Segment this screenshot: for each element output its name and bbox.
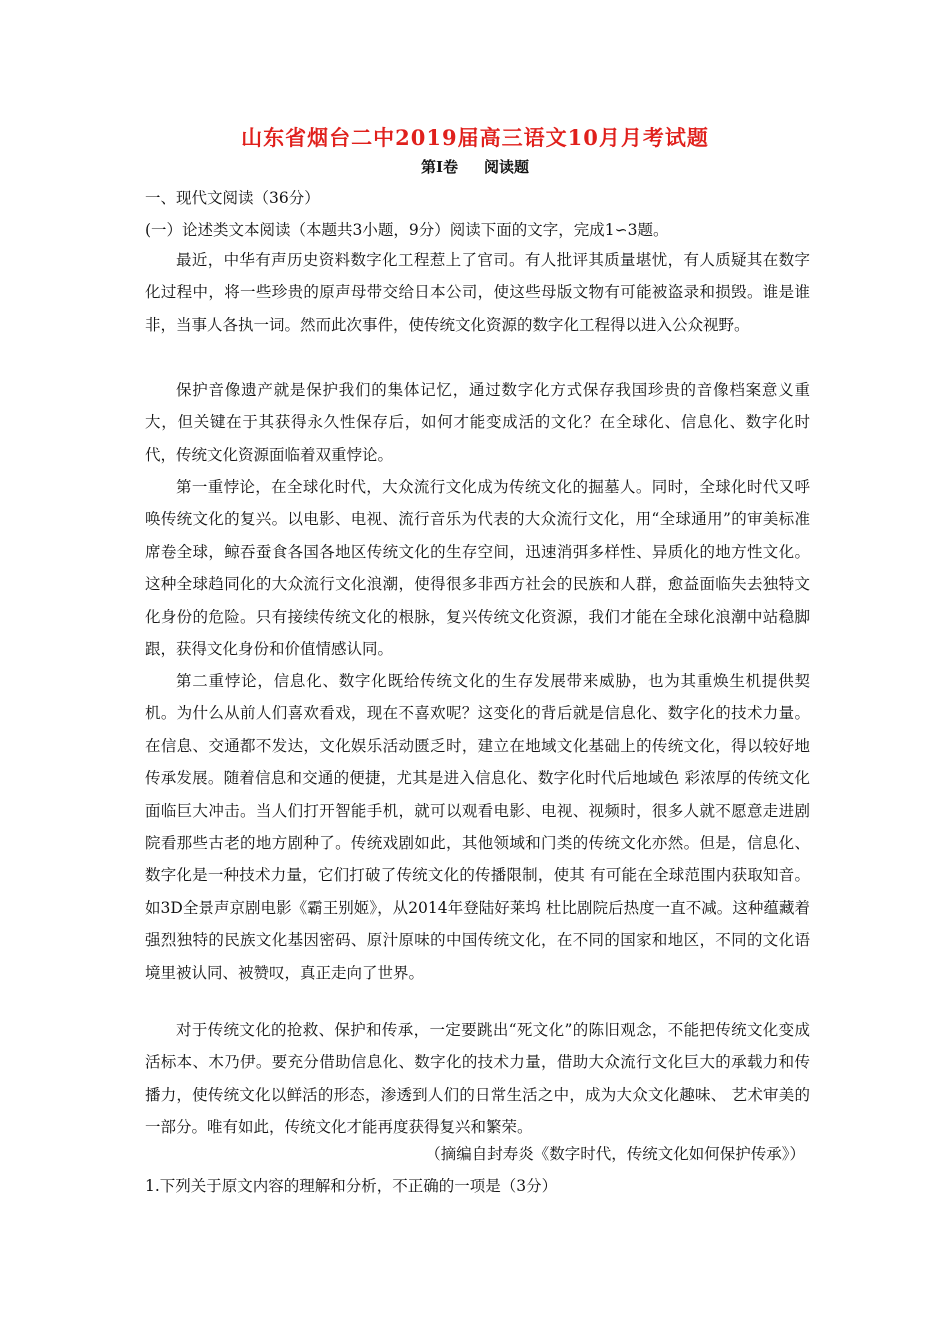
page-title: 山东省烟台二中2019届高三语文10月月考试题: [241, 125, 709, 150]
passage-paragraph-5: 对于传统文化的抢救、保护和传承，一定要跳出“死文化”的陈旧观念，不能把传统文化变成活标本、木乃伊。要充分借助信息化、数字化的技术力量，借助大众流行文化巨大的承载力和传播力，使传统文化以鲜活的形态，渗透到人们的日常生活之中，成为大众文化趣味、 艺术审美的一部分。唯有如此，传统文化才能再度获得复兴和繁荣。: [145, 1021, 810, 1137]
sub-section-heading: (一）论述类文本阅读（本题共3小题，9分）阅读下面的文字，完成1∽3题。: [145, 221, 669, 239]
volume-name: 阅读题: [484, 158, 530, 176]
passage-paragraph-3: 第一重悖论，在全球化时代，大众流行文化成为传统文化的掘墓人。同时，全球化时代又呼唤传统文化的复兴。以电影、电视、流行音乐为代表的大众流行文化，用“全球通用”的审美标准席卷全球，鲸吞蚕食各国各地区传统文化的生存空间，迅速消弭多样性、异质化的地方性文化。这种全球趋同化的大众流行文化浪潮，使得很多非西方社会的民族和人群，愈益面临失去独特文化身份的危险。只有接续传统文化的根脉，复兴传统文化资源，我们才能在全球化浪潮中站稳脚跟，获得文化身份和价值情感认同。: [145, 478, 810, 659]
volume-label: 第Ⅰ卷: [420, 158, 458, 176]
question-1: 1.下列关于原文内容的理解和分析，不正确的一项是（3分）: [145, 1177, 558, 1195]
volume-heading: [0, 156, 950, 177]
passage-paragraph-1: 最近，中华有声历史资料数字化工程惹上了官司。有人批评其质量堪忧，有人质疑其在数字化过程中，将一些珍贵的原声母带交给日本公司，使这些母版文物有可能被盗录和损毁。谁是谁非，当事人各执一词。然而此次事件，使传统文化资源的数字化工程得以进入公众视野。: [145, 251, 810, 334]
section-heading: 一、现代文阅读（36分）: [145, 189, 320, 207]
passage-paragraph-2: 保护音像遗产就是保护我们的集体记忆，通过数字化方式保存我国珍贵的音像档案意义重大，但关键在于其获得永久性保存后，如何才能变成活的文化？在全球化、信息化、数字化时代，传统文化资源面临着双重悖论。: [145, 381, 810, 464]
passage-source: （摘编自封寿炎《数字时代，传统文化如何保护传承》）: [425, 1145, 805, 1163]
passage-paragraph-4: 第二重悖论，信息化、数字化既给传统文化的生存发展带来威胁，也为其重焕生机提供契机。为什么从前人们喜欢看戏，现在不喜欢呢？这变化的背后就是信息化、数字化的技术力量。在信息、交通都不发达，文化娱乐活动匮乏时，建立在地域文化基础上的传统文化，得以较好地传承发展。随着信息和交通的便捷，尤其是进入信息化、数字化时代后地域色 彩浓厚的传统文化面临巨大冲击。当人们打开智能手机，就可以观看电影、电视、视频时，很多人就不愿意走进剧院看那些古老的地方剧种了。传统戏剧如此，其他领域和门类的传统文化亦然。但是，信息化、数字化是一种技术力量，它们打破了传统文化的传播限制，使其 有可能在全球范围内获取知音。如3D全景声京剧电影《霸王别姬》，从2014年登陆好莱坞 杜比剧院后热度一直不减。这种蕴藏着强烈独特的民族文化基因密码、原汁原味的中国传统文化，在不同的国家和地区，不同的文化语境里被认同、被赞叹，真正走向了世界。: [145, 672, 810, 982]
